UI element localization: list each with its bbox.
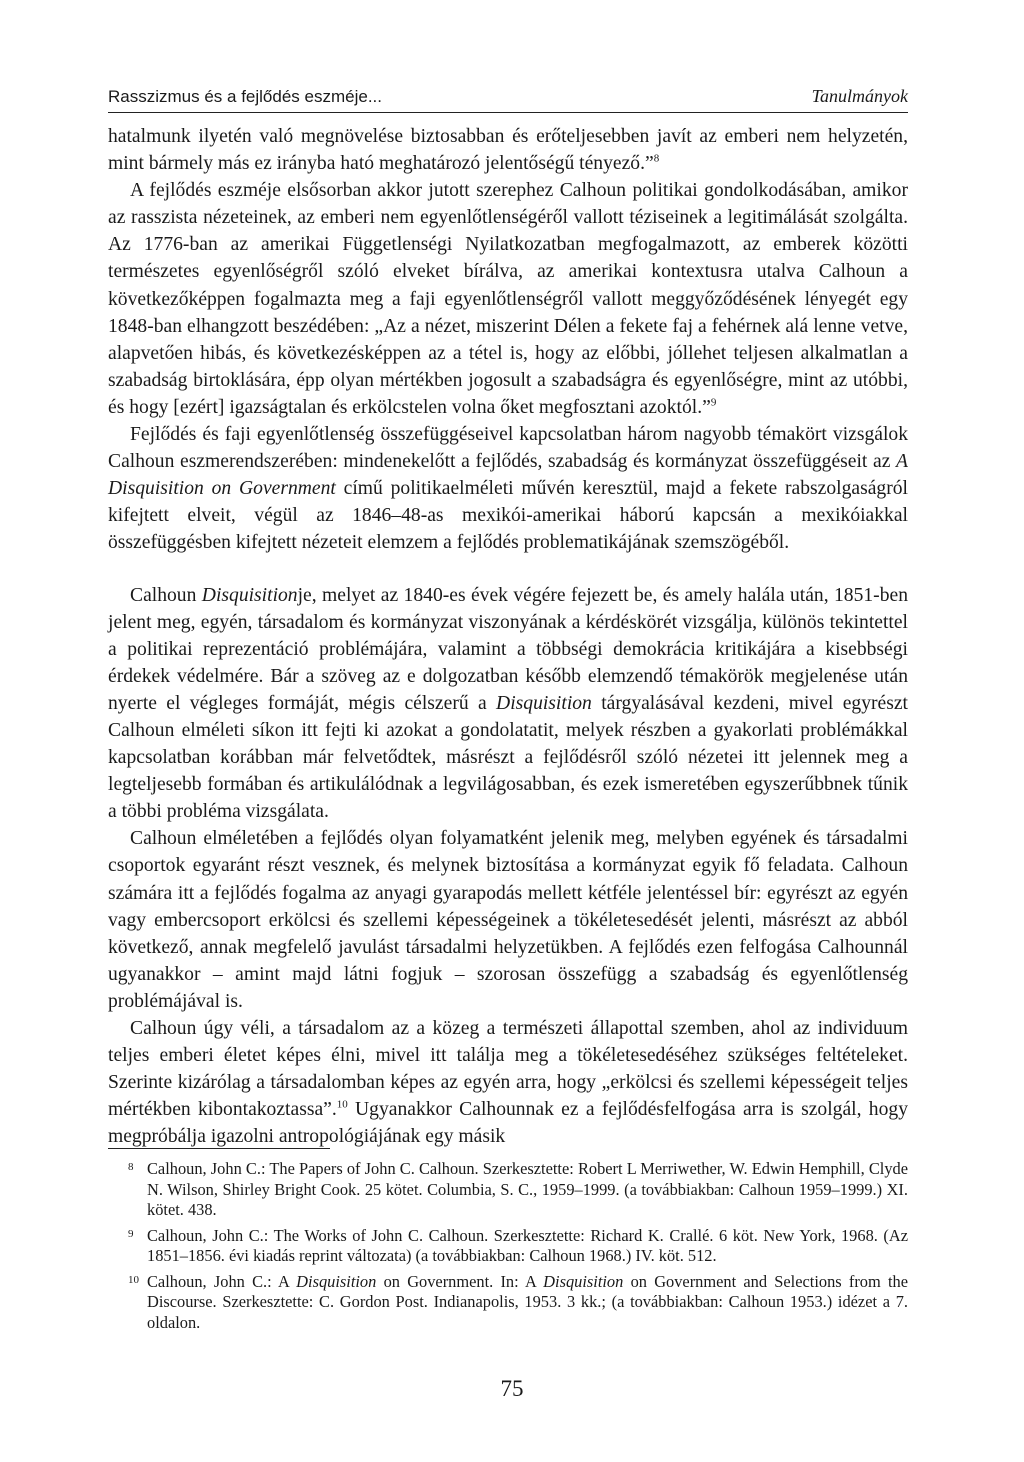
footnote-8 [108,1159,908,1221]
paragraph-6-text: Ugyanakkor Calhounnak ez a fejlődésfelfogása arra is szolgál, hogy megpróbálja igazolni antropológiájának egy másik [108,1099,908,1148]
footnote-number: 10 [128,1273,139,1286]
footnote-ref-10: 10 [336,1098,348,1111]
paragraph-3-text: című politikaelméleti művén keresztül, majd a fekete rabszolgaságról kifejtett elveit, végül az 1846–48-as mexikói-amerikai háború kapcsán a mexikóiakkal összefüggésben kifejtett nézeteit elemzem a fejlődés problematikájának szemszögéből. [108,478,908,554]
footnotes [108,1148,908,1338]
footnote-9-text: Calhoun, John C.: The Works of John C. Calhoun. Szerkesztette: Richard K. Crallé. 6 köt. New York, 1968. (Az 1851–1856. évi kiadás reprint változata) (a továbbiakban: Calhoun 1968.) IV. köt. 512. [147,1225,908,1265]
paragraph-4-italic-title: Disquisition [496,692,592,714]
paragraph-6 [108,1015,908,1150]
paragraph-3-italic-title: A Disquisition on Government [108,451,908,500]
page-number: 75 [500,1376,524,1401]
body-text [108,123,908,1150]
paragraph-4-text: Calhoun [130,584,202,606]
page [108,86,908,1150]
footnote-10-text: on Government and Selections from the Discourse. Szerkesztette: C. Gordon Post. Indianapolis, 1953. 3 kk.; (a továbbiakban: Calhoun 1953.) idézet a 7. oldalon. [147,1271,908,1332]
paragraph-3-text: Fejlődés és faji egyenlőtlenség összefüggéseivel kapcsolatban három nagyobb témakört vizsgálok Calhoun eszmerendszerében: mindenekelőtt a fejlődés, szabadság és kormányzat összefüggéseit az [108,424,908,473]
running-header-title: Rasszizmus és a fejlődés eszméje... [108,87,382,106]
paragraph-1 [108,123,908,177]
footnote-9 [108,1226,908,1267]
footnote-ref-9: 9 [710,396,717,409]
running-header-section: Tanulmányok [811,86,908,106]
footnote-number: 9 [128,1227,134,1240]
footnote-10-italic-title: Disquisition [296,1271,377,1291]
footnote-ref-8: 8 [653,152,660,165]
paragraph-1-text: hatalmunk ilyetén való megnövelése biztosabban és erőteljesebben javít az emberi nem helyzetén, mint bármely más ez irányba ható meghatározó jelentőségű tényező.” [108,126,908,175]
paragraph-6-text: Calhoun úgy véli, a társadalom az a közeg a természeti állapottal szemben, ahol az individuum teljes emberi életet képes élni, mivel itt találja meg a tökéletesedéséhez szükséges feltételeket. Szerinte kizárólag a társadalomban képes az egyén arra, hogy „erkölcsi és szellemi képességeit teljes mértékben kibontakoztassa”. [108,1018,908,1121]
footnote-8-text: Calhoun, John C.: The Papers of John C. Calhoun. Szerkesztette: Robert L Merriwether, W. Edwin Hemphill, Clyde N. Wilson, Shirley Bright Cook. 25 kötet. Columbia, S. C., 1959–1999. (a továbbiakban: Calhoun 1959–1999.) XI. kötet. 438. [147,1159,908,1219]
footnote-10-text: Calhoun, John C.: A [147,1271,297,1291]
running-header [108,86,908,113]
paragraph-4-text: tárgyalásával kezdeni, mivel egyrészt Calhoun elméleti síkon itt fejti ki azokat a gondolatatit, melyek részben a gyakorlati problémákkal kapcsolatban korábban már felvetődtek, másrészt a fejlődésről szóló nézetei itt jelennek meg a legteljesebb formában és artikulálódnak a legvilágosabban, és ezek ismeretében egyszerűbbnek tűnik a többi probléma vizsgálata. [108,692,908,823]
footnote-number: 8 [128,1161,134,1173]
footnote-10 [108,1272,908,1334]
paragraph-5 [108,825,908,1015]
footnote-10-text: on Government. In: A [376,1271,544,1291]
paragraph-5-text: Calhoun elméletében a fejlődés olyan folyamatként jelenik meg, melyben egyének és társadalmi csoportok egyaránt részt vesznek, és melynek biztosítása a kormányzat egyik fő feladata. Calhoun számára itt a fejlődés fogalma az anyagi gyarapodás mellett kétféle jelentéssel bír: egyrészt az egyén vagy embercsoport erkölcsi és szellemi képességeinek a tökéletesedését jelenti, másrészt az abból következő, annak megfelelő javulást társadalmi helyzetükben. A fejlődés ezen felfogása Calhounnál ugyanakkor – amint majd látni fogjuk – szorosan összefügg a szabadság és egyenlőtlenség problémájával is. [108,828,908,1012]
paragraph-2-text: A fejlődés eszméje elsősorban akkor jutott szerephez Calhoun politikai gondolkodásában, amikor az rasszista nézeteinek, az emberi nem egyenlőtlenségéről vallott téziseinek a legitimálását szolgálta. Az 1776-ban az amerikai Függetlenségi Nyilatkozatban megfogalmazott, az emberek közötti természetes egyenlőségről szóló elveket bírálva, az amerikai kontextusra utalva Calhoun a következőképpen fogalmazta meg a faji egyenlőtlenségről vallott meggyőződésének lényegét egy 1848-ban elhangzott beszédében: „Az a nézet, miszerint Délen a fekete faj a fehérnek alá lenne vetve, alapvetően hibás, és következésképpen az a tétel is, hogy az előbbi, jóllehet teljesen alkalmatlan a szabadság birtoklására, épp olyan mértékben jogosult a szabadságra és egyenlőségre, mint az utóbbi, és hogy [ezért] igazságtalan és erkölcstelen volna őket megfosztani azoktól.” [108,180,908,418]
paragraph-2 [108,177,908,421]
paragraph-4-italic-title: Disquisition [201,584,298,606]
paragraph-4 [108,582,908,826]
footnote-10-italic-title: Disquisition [543,1271,624,1291]
paragraph-3 [108,421,908,556]
footnote-rule [108,1148,330,1149]
paragraph-4-text: je, melyet az 1840-es évek végére fejezett be, és amely halála után, 1851-ben jelent meg, egyén, társadalom és kormányzat viszonyának a kérdéskörét vizsgálja, különös tekintettel a politikai reprezentáció problémájára, valamint a többségi demokrácia kritikájára a kisebbségi érdekek védelmére. Bár a szöveg az e dolgozatban később elemzendő témakörök megjelenése után nyerte el végleges formáját, mégis célszerű a [108,584,908,714]
